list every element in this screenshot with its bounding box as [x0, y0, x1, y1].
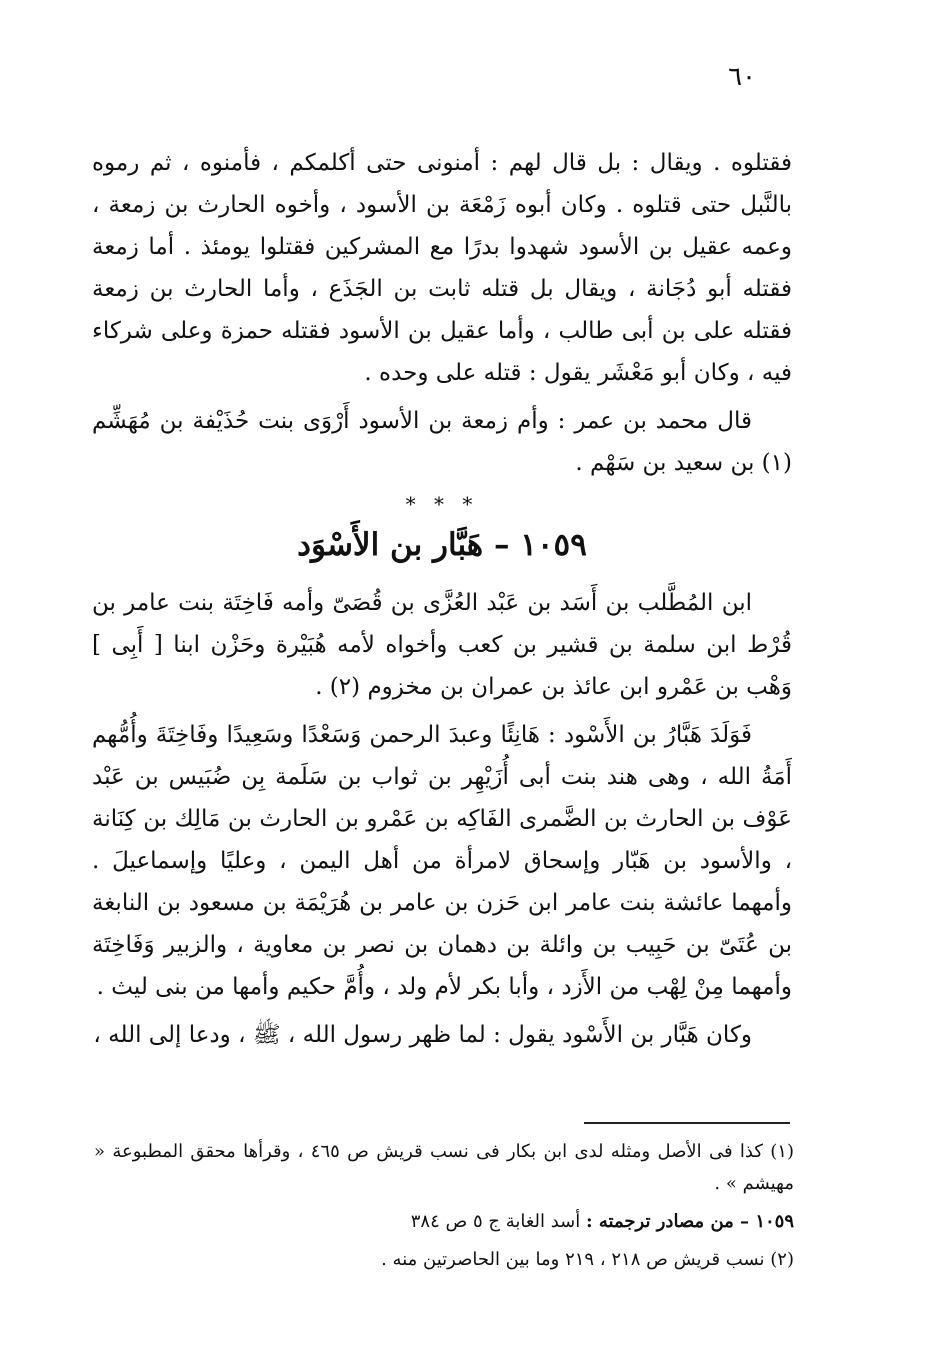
footnote-1: (١) كذا فى الأصل ومثله لدى ابن بكار فى نسب قريش ص ٤٦٥ ، وقرأها محقق المطبوعة « مهيشم » .: [94, 1141, 794, 1194]
paragraph: ابن المُطَّلب بن أَسَد بن عَبْد العُزَّى بن قُصَىّ وأمه فَاخِتَة بنت عامر بن قُرْط ابن سلمة بن قشير بن كعب وأخواه لأمه هُبَيْرة وحَزْن ابنا [ أَبِى ] وَهْب بن عَمْرو ابن عائذ بن عمران بن مخزوم (٢) .: [92, 590, 792, 700]
footnote-2: (٢) نسب قريش ص ٢١٨ ، ٢١٩ وما بين الحاصرتين منه .: [381, 1249, 794, 1270]
paragraph: قال محمد بن عمر : وأم زمعة بن الأسود أَرْوَى بنت حُذَيْفة بن مُهَشِّم (١) بن سعيد بن سَهْم .: [92, 408, 792, 476]
entry-heading: ١٠٥٩ – هَبَّار بن الأَسْوَد: [297, 527, 587, 563]
section-separator: * * *: [405, 492, 479, 516]
paragraph: فقتلوه . ويقال : بل قال لهم : أمنونى حتى أكلمكم ، فأمنوه ، ثم رموه بالنَّبل حتى قتلوه . وكان أبوه زَمْعَة بن الأسود ، وأخوه الحارث بن زمعة ، وعمه عقيل بن الأسود شهدوا بدرًا مع المشركين فقتلوا يومئذ . أما زمعة فقتله أبو دُجَانة ، ويقال بل قتله ثابت بن الجَذَع ، وأما الحارث بن زمعة فقتله على بن أبى طالب ، وأما عقيل بن الأسود فقتله حمزة وعلى شركاء فيه ، وكان أبو مَعْشَر يقول : قتله على وحده .: [92, 150, 792, 386]
footnote-divider: [584, 1122, 790, 1124]
sources-text: أسد الغابة ج ٥ ص ٣٨٤: [410, 1211, 586, 1232]
footnote-sources: [94, 1206, 794, 1238]
sources-label: ١٠٥٩ – من مصادر ترجمته :: [586, 1211, 794, 1232]
footnotes: [94, 1136, 794, 1282]
paragraph: فَوَلَدَ هَبَّارُ بن الأَسْود : هَانِئًا وعبدَ الرحمن وَسَعْدًا وسَعِيدًا وفَاخِتَةَ وأُمُّهم أَمَةُ الله ، وهى هند بنت أبى أُزَيْهِر بن ثواب بن سَلَمة بِن ضُبَيس بن عَبْد عَوْف بن الحارث بن الضَّمرى الفَاكِه بن عَمْرو بن الحارث بن مَالِك بن كِنَانة ، والأسود بن هَبّار وإسحاق لامرأة من أهل اليمن ، وعليًا وإسماعيلَ . وأمهما عائشة بنت عامر ابن حَزن بن عامر بن هُرَيْمَة بن مسعود بن النابغة بن عُتَىّ بن حَبِيب بن وائلة بن دهمان بن نصر بن معاوية ، والزبير وَفَاخِتَة وأمهما مِنْ لِهْب من الأَزد ، وأبا بكر لأم ولد ، وأُمَّ حكيم وأمها من بنى ليث .: [92, 722, 792, 1000]
main-text: [92, 142, 792, 1062]
page-number: ٦٠: [728, 62, 756, 92]
paragraph: وكان هَبَّار بن الأَسْود يقول : لما ظهر رسول الله ، ﷺ ، ودعا إلى الله ،: [93, 1022, 752, 1048]
